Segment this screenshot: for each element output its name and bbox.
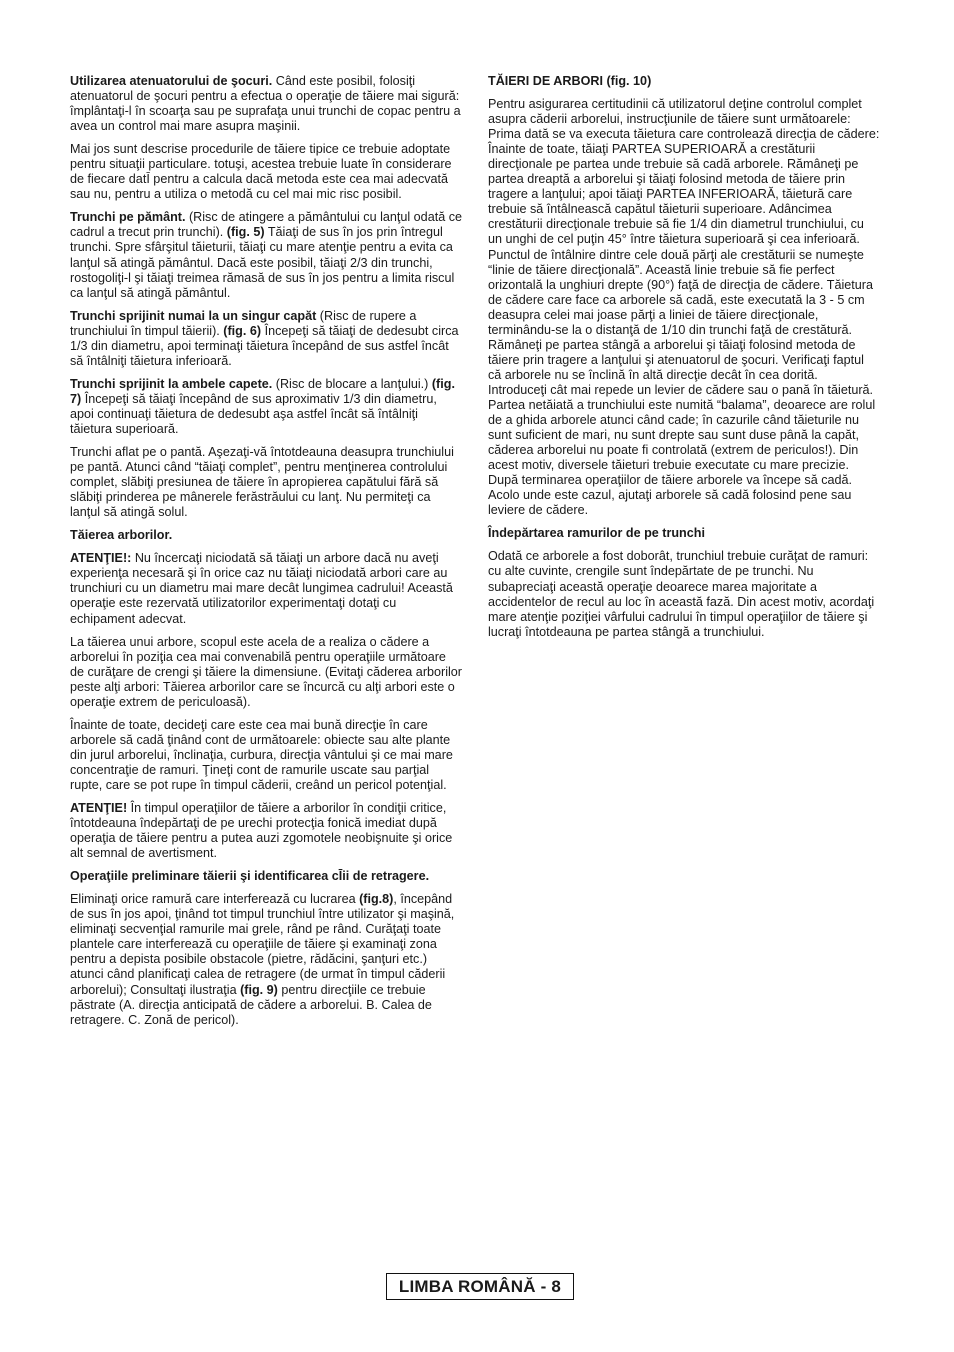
paragraph-warning-hearing	[70, 801, 462, 861]
paragraph-shock-absorber	[70, 74, 462, 134]
paragraph-cutting-procedures	[70, 142, 462, 202]
paragraph-text: Începeţi să tăiaţi începând de sus aproximativ 1/3 din diametru, apoi continuaţi tăietura de dedesubt aşa astfel încât să întâlniţi tăietura superioară.	[70, 391, 437, 436]
heading-tree-cuts: TĂIERI DE ARBORI (fig. 10)	[488, 74, 652, 88]
right-column	[488, 74, 880, 648]
paragraph-text: (Risc de rupere a trunchiului în timpul tăierii).	[70, 308, 417, 338]
heading-branch-removal: Îndepărtarea ramurilor de pe trunchi	[488, 526, 705, 541]
paragraph-text: Tăiaţi de sus în jos prin întregul trunchi. Spre sfârşitul tăieturii, tăiaţi cu mare atenţie pentru a evita ca lanţul să atingă pământul. Dacă este posibil, tăiaţi 2/3 din trunchi, rostogoliţi-l şi tăiaţi treimea rămasă de sus în jos pentru a limita riscul ca lanţul să atingă pământul.	[70, 225, 455, 300]
paragraph-fall-direction	[70, 718, 462, 793]
paragraph-text: Trunchi aflat pe o pantă. Aşezaţi-vă întotdeauna deasupra trunchiului pe pantă. Atunci când “tăiaţi complet”, pentru menţinerea controlului complet, slăbiţi presiunea de tăiere în apropierea capătului fără să slăbiţi prinderea pe mânerele ferăstrăului cu lanţ. Nu permiteţi ca lanţul să atingă solul.	[70, 445, 454, 520]
paragraph-trunk-on-ground	[70, 210, 462, 300]
paragraph-cut-instructions	[488, 97, 880, 518]
figure-reference: (fig. 9)	[240, 982, 278, 997]
paragraph-trunk-on-slope	[70, 445, 462, 520]
paragraph-lead: Utilizarea atenuatorului de şocuri.	[70, 74, 273, 88]
paragraph-text: Pentru asigurarea certitudinii că utilizatorul deţine controlul complet asupra căderii arborelui, instrucţiunile de tăiere sunt următoarele: Prima dată se va executa tăietura care controlează direcţia de cădere: Înainte de toate, tăiaţi PARTEA SUPERIOARĂ a crestăturii direcţionale pe partea unde trebuie să cadă arborele. Rămâneţi pe partea dreaptă a arborelui şi tăiaţi folosind metoda de tăiere prin tragere a lanţului; apoi tăiaţi PARTEA INFERIOARĂ, tăietură care trebuie să întâlnească capătul tăieturii superioare. Adâncimea crestăturii direcţionale trebuie să fie 1/4 din diametrul trunchiului, cu un unghi de cel puţin 45° între tăietura superioară şi cea inferioară. Punctul de întâlnire dintre cele două părţi ale crestăturii se numeşte “linie de tăiere direcţională”. Această linie trebuie să fie perfect orizontală la unghiuri drepte (90°) faţă de direcţia de cădere. Tăietura de cădere care face ca arborele să cadă, este executată la 3 - 5 cm deasupra celei mai joase părţi a liniei de tăiere direcţionale, terminându-se la o distanţă de 1/10 din trunchi faţă de crestătură. Rămâneţi pe partea stângă a arborelui şi tăiaţi folosind metoda de tăiere prin tragere a lanţului şi atenuatorul de şocuri. Verificaţi faptul că arborele nu se înclină în altă direcţie decât în cea dorită. Introduceţi cât mai repede un levier de cădere sau o pană în tăietură. Partea netăiată a trunchiului este numită “balama”, deoarece are rolul de a ghida arborele atunci când cade; în cazurile când tăieturile nu sunt suficient de mari, nu sunt drepte sau sunt duse până la capăt, căderea arborelui nu poate fi controlată (extrem de periculos!). Din acest motiv, diversele tăieturi trebuie executate cu mare precizie. După terminarea operaţiilor de tăiere arborele va începe să cadă. Acolo unde este cazul, ajutaţi arborele să cadă folosind pene sau leviere de cădere.	[488, 97, 880, 518]
paragraph-text: pentru direcţiile ce trebuie păstrate (A. direcţia anticipată de cădere a arborelui. B. Calea de retragere. C. Zonă de pericol).	[70, 982, 432, 1027]
paragraph-trunk-both-ends	[70, 377, 462, 437]
paragraph-text: Odată ce arborele a fost doborât, trunchiul trebuie curăţat de ramuri: cu alte cuvinte, crengile sunt îndepărtate de pe trunchi. Nu subapreciaţi această operaţie deoarece marea majoritate a accidentelor de recul au loc în această fază. Din acest motiv, acordaţi mare atenţie poziţiei vârfului cadrului în timpul operaţiilor de tăiere şi lucraţi întotdeauna pe partea stângă a trunchiului.	[488, 549, 875, 639]
page-footer-label: LIMBA ROMÂNĂ - 8	[386, 1273, 574, 1300]
figure-reference: (fig.8)	[359, 892, 394, 907]
paragraph-warning-experience	[70, 551, 462, 626]
figure-reference: (fig. 5)	[226, 225, 265, 240]
paragraph-text: La tăierea unui arbore, scopul este acela de a realiza o cădere a arborelui în poziţia cea mai convenabilă pentru operaţiile următoare de curăţare de crengi şi tăiere la dimensiune. (Evitaţi căderea arborilor peste alţi arbori: Tăierea arborilor care se încurcă cu alţi arbori este o operaţie extrem de periculoasă).	[70, 634, 463, 709]
paragraph-text: Mai jos sunt descrise procedurile de tăiere tipice ce trebuie adoptate pentru situaţii particulare. totuşi, acestea trebuie luate în considerare de fiecare datĪ pentru a calcula dacă metoda este cea mai adecvată sau nu, pentru a utiliza o metodă cu cel mai mic risc posibil.	[70, 142, 452, 202]
paragraph-text: Înainte de toate, decideţi care este cea mai bună direcţie în care arborele să cadă ţinând cont de următoarele: obiecte sau alte plante din jurul arborelui, înclinaţia, curbura, direcţia vântului şi ce mai mare concentraţie de ramuri. Ţineţi cont de ramurile uscate sau parţial rupte, care se pot rupe în timpul căderii, creând un pericol potenţial.	[70, 717, 453, 792]
paragraph-lead: Trunchi pe pământ.	[70, 210, 186, 225]
paragraph-felling-goal	[70, 635, 462, 710]
figure-reference: (fig. 7)	[70, 376, 455, 406]
paragraph-lead: Trunchi sprijinit numai la un singur capăt	[70, 308, 317, 323]
heading-tree-felling: Tăierea arborilor.	[70, 528, 173, 543]
paragraph-text: , începând de sus în jos apoi, ţinând tot timpul trunchiul între utilizator şi maşină, eliminaţi secvenţial ramurile mai grele, rând pe rând. Curăţaţi toate plantele care interferează cu operaţiile de tăiere şi examinaţi zona pentru a depista posibile obstacole (pietre, rădăcini, şanţuri etc.) atunci când planificaţi calea de retragere (de urmat în timpul căderii arborelui); Consultaţi ilustraţia	[70, 892, 455, 997]
paragraph-lead: ATENŢIE!	[70, 801, 128, 816]
left-column	[70, 74, 462, 1036]
paragraph-text: (Risc de atingere a pământului cu lanţul odată ce cadrul a trecut prin trunchi).	[70, 210, 462, 240]
paragraph-branch-removal	[488, 549, 880, 639]
paragraph-trunk-one-end	[70, 309, 462, 369]
paragraph-text: Începeţi să tăiaţi de dedesubt circa 1/3 din diametru, apoi terminaţi tăietura începând de sus astfel încât să întâlniţi tăietura inferioară.	[70, 323, 459, 368]
paragraph-text: (Risc de blocare a lanţului.)	[272, 376, 432, 391]
paragraph-text: Nu încercaţi niciodată să tăiaţi un arbore dacă nu aveţi experienţa necesară şi în orice caz nu tăiaţi niciodată arbori care au trunchiuri cu un diametru mai mare decât lungimea cadrului! Această operaţie este rezervată utilizatorilor experimentaţi dotaţi cu echipament adecvat.	[70, 551, 453, 626]
heading-preliminary-operations: Operaţiile preliminare tăierii şi identificarea cĪii de retragere.	[70, 869, 430, 884]
paragraph-lead: Trunchi sprijinit la ambele capete.	[70, 376, 273, 391]
paragraph-text: În timpul operaţiilor de tăiere a arborilor în condiţii critice, întotdeauna îndepărtaţi de pe urechi protecţia fonică imediat după operaţia de tăiere pentru a putea auzi zgomotele neobişnuite şi orice alt semnal de avertisment.	[70, 801, 453, 861]
paragraph-lead: ATENŢIE!:	[70, 551, 132, 566]
paragraph-remove-branches	[70, 892, 462, 1027]
paragraph-text: Când este posibil, folosiţi atenuatorul de şocuri pentru a efectua o operaţie de tăiere mai sigură: împlântaţi-l în scoarţa sau pe suprafaţa unui trunchi de copac pentru a avea un control mai mare asupra maşinii.	[70, 74, 461, 134]
figure-reference: (fig. 6)	[223, 323, 262, 338]
paragraph-text: Eliminaţi orice ramură care interferează cu lucrarea	[70, 892, 360, 907]
